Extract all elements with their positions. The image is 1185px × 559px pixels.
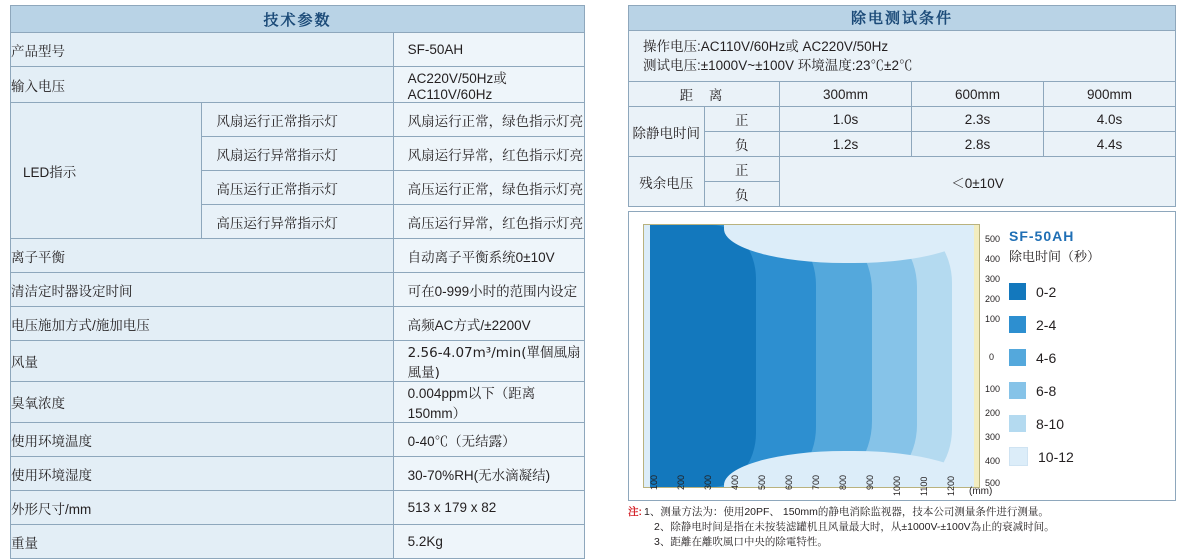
legend-label-10-12: 10-12 (1038, 448, 1074, 465)
x-tick-400: 400 (730, 474, 740, 490)
spec-label-3: 清洁定时器设定时间 (11, 273, 394, 307)
destatic-pos-300: 1.0s (780, 107, 912, 132)
table-row (11, 239, 585, 273)
decay-time-chart (628, 211, 1176, 501)
table-row (11, 103, 585, 137)
led-group-label: LED指示 (11, 103, 202, 239)
led-sub-0: 风扇运行正常指示灯 (202, 103, 393, 137)
distance-header: 距 离 (629, 82, 780, 107)
led-value-3: 高压运行异常，红色指示灯亮 (393, 205, 584, 239)
table-row (11, 341, 585, 382)
legend-label-8-10: 8-10 (1036, 415, 1065, 432)
y-tick-bot-500: 500 (985, 478, 1001, 488)
spec-label-7: 使用环境温度 (11, 423, 394, 457)
led-value-1: 风扇运行异常，红色指示灯亮 (393, 137, 584, 171)
x-tick-100: 100 (649, 474, 659, 490)
polarity-negative: 负 (704, 132, 780, 157)
table-row (629, 157, 1176, 182)
spec-label-9: 外形尺寸/mm (11, 491, 394, 525)
table-row (11, 457, 585, 491)
row-label-residual-voltage: 残余电压 (629, 157, 705, 207)
footnotes (628, 505, 1176, 550)
table-row (11, 382, 585, 423)
legend-label-2-4: 2-4 (1036, 316, 1057, 333)
x-tick-900: 900 (865, 474, 875, 490)
spec-value-9: 513 x 179 x 82 (393, 491, 584, 525)
table-row (11, 33, 585, 67)
row-label-destatic-time: 除静电时间 (629, 107, 705, 157)
spec-title-row (11, 6, 585, 33)
spec-title: 技术参数 (11, 6, 585, 33)
spec-value-5: 2.56-4.07m³/min(單個風扇風量) (393, 341, 584, 382)
spec-label-6: 臭氧浓度 (11, 382, 394, 423)
spec-value-2: 自动离子平衡系统0±10V (393, 239, 584, 273)
spec-table-panel (10, 5, 585, 559)
y-tick-top-300: 300 (985, 274, 1001, 284)
x-tick-700: 700 (811, 474, 821, 490)
x-axis-unit: (mm) (969, 486, 993, 497)
y-tick-bot-400: 400 (985, 456, 1001, 466)
spec-value-6: 0.004ppm以下（距离150mm） (393, 382, 584, 423)
x-tick-1000: 1000 (892, 475, 902, 496)
spec-label-2: 离子平衡 (11, 239, 394, 273)
table-row (11, 273, 585, 307)
y-tick-bot-300: 300 (985, 432, 1001, 442)
legend-item-0 (1009, 275, 1169, 308)
note-item-2: 2、除静电时间是指在未按装滤罐机且风量最大时，从±1000V-±100V為止的衰减时间。 (654, 521, 1055, 533)
note-item-3: 3、距離在離吹風口中央的除電特性。 (654, 536, 828, 548)
band-0-2 (650, 225, 756, 487)
legend-swatch-6-8 (1009, 382, 1026, 399)
spec-label-8: 使用环境湿度 (11, 457, 394, 491)
legend-swatch-2-4 (1009, 316, 1026, 333)
led-sub-1: 风扇运行异常指示灯 (202, 137, 393, 171)
legend-item-3 (1009, 374, 1169, 407)
y-tick-bot-200: 200 (985, 408, 1001, 418)
voltage-line-1: 操作电压:AC110V/60Hz或 AC220V/50Hz (643, 39, 889, 54)
spec-value-10: 5.2Kg (393, 525, 584, 559)
legend-item-5 (1009, 440, 1169, 473)
y-tick-top-500: 500 (985, 234, 1001, 244)
legend-swatch-10-12 (1009, 447, 1028, 466)
note-item-1: 1、测量方法为：使用20PF、 150mm的静电消除监视器，技本公司测量条件进行测量。 (644, 506, 1049, 518)
spec-label-4: 电压施加方式/施加电压 (11, 307, 394, 341)
distance-col-0: 300mm (780, 82, 912, 107)
distance-col-1: 600mm (912, 82, 1044, 107)
spec-label-0: 产品型号 (11, 33, 394, 67)
spec-value-1: AC220V/50Hz或AC110V/60Hz (393, 67, 584, 103)
spec-table (10, 5, 585, 559)
led-sub-2: 高压运行正常指示灯 (202, 171, 393, 205)
table-row (11, 491, 585, 525)
x-tick-200: 200 (676, 474, 686, 490)
destatic-neg-300: 1.2s (780, 132, 912, 157)
x-tick-800: 800 (838, 474, 848, 490)
chart-legend (1009, 228, 1169, 473)
polarity-positive: 正 (704, 107, 780, 132)
legend-swatch-4-6 (1009, 349, 1026, 366)
table-row (11, 525, 585, 559)
y-tick-bot-100: 100 (985, 384, 1001, 394)
spec-value-8: 30-70%RH(无水滴凝结) (393, 457, 584, 491)
y-tick-top-100: 100 (985, 314, 1001, 324)
table-row (11, 67, 585, 103)
legend-label-6-8: 6-8 (1036, 382, 1057, 399)
x-tick-1200: 1200 (946, 475, 956, 496)
legend-swatch-8-10 (1009, 415, 1026, 432)
residual-polarity-positive: 正 (704, 157, 780, 182)
conditions-table (628, 81, 1176, 207)
legend-item-2 (1009, 341, 1169, 374)
led-value-2: 高压运行正常，绿色指示灯亮 (393, 171, 584, 205)
legend-swatch-0-2 (1009, 283, 1026, 300)
voltage-line-2: 测试电压:±1000V~±100V 环境温度:23℃±2℃ (643, 58, 913, 73)
table-row (629, 82, 1176, 107)
residual-polarity-negative: 负 (704, 182, 780, 207)
x-tick-500: 500 (757, 474, 767, 490)
spec-value-7: 0-40℃（无结露） (393, 423, 584, 457)
voltage-info (628, 31, 1176, 82)
notes-label: 注: (628, 506, 642, 518)
test-conditions-panel (628, 5, 1176, 501)
spec-value-3: 可在0-999小时的范围内设定 (393, 273, 584, 307)
distance-col-2: 900mm (1044, 82, 1176, 107)
table-row (629, 107, 1176, 132)
legend-item-1 (1009, 308, 1169, 341)
spec-label-5: 风量 (11, 341, 394, 382)
spec-value-4: 高频AC方式/±2200V (393, 307, 584, 341)
test-conditions-title: 除电测试条件 (628, 5, 1176, 31)
x-tick-600: 600 (784, 474, 794, 490)
y-tick-top-200: 200 (985, 294, 1001, 304)
chart-subtitle: 除电时间（秒） (1009, 249, 1101, 264)
x-tick-1100: 1100 (919, 476, 929, 496)
destatic-neg-900: 4.4s (1044, 132, 1176, 157)
led-sub-3: 高压运行异常指示灯 (202, 205, 393, 239)
destatic-neg-600: 2.8s (912, 132, 1044, 157)
residual-voltage-value: ＜0±10V (780, 157, 1176, 207)
legend-label-0-2: 0-2 (1036, 283, 1057, 300)
table-row (11, 307, 585, 341)
chart-plot-area (643, 224, 980, 488)
legend-label-4-6: 4-6 (1036, 349, 1057, 366)
spec-label-1: 输入电压 (11, 67, 394, 103)
y-tick-top-400: 400 (985, 254, 1001, 264)
destatic-pos-900: 4.0s (1044, 107, 1176, 132)
spec-value-0: SF-50AH (393, 33, 584, 67)
y-tick-0: 0 (989, 352, 995, 362)
chart-title: SF-50AH (1009, 228, 1075, 244)
destatic-pos-600: 2.3s (912, 107, 1044, 132)
led-value-0: 风扇运行正常，绿色指示灯亮 (393, 103, 584, 137)
legend-item-4 (1009, 407, 1169, 440)
table-row (11, 423, 585, 457)
x-tick-300: 300 (703, 474, 713, 490)
table-row (629, 132, 1176, 157)
spec-label-10: 重量 (11, 525, 394, 559)
